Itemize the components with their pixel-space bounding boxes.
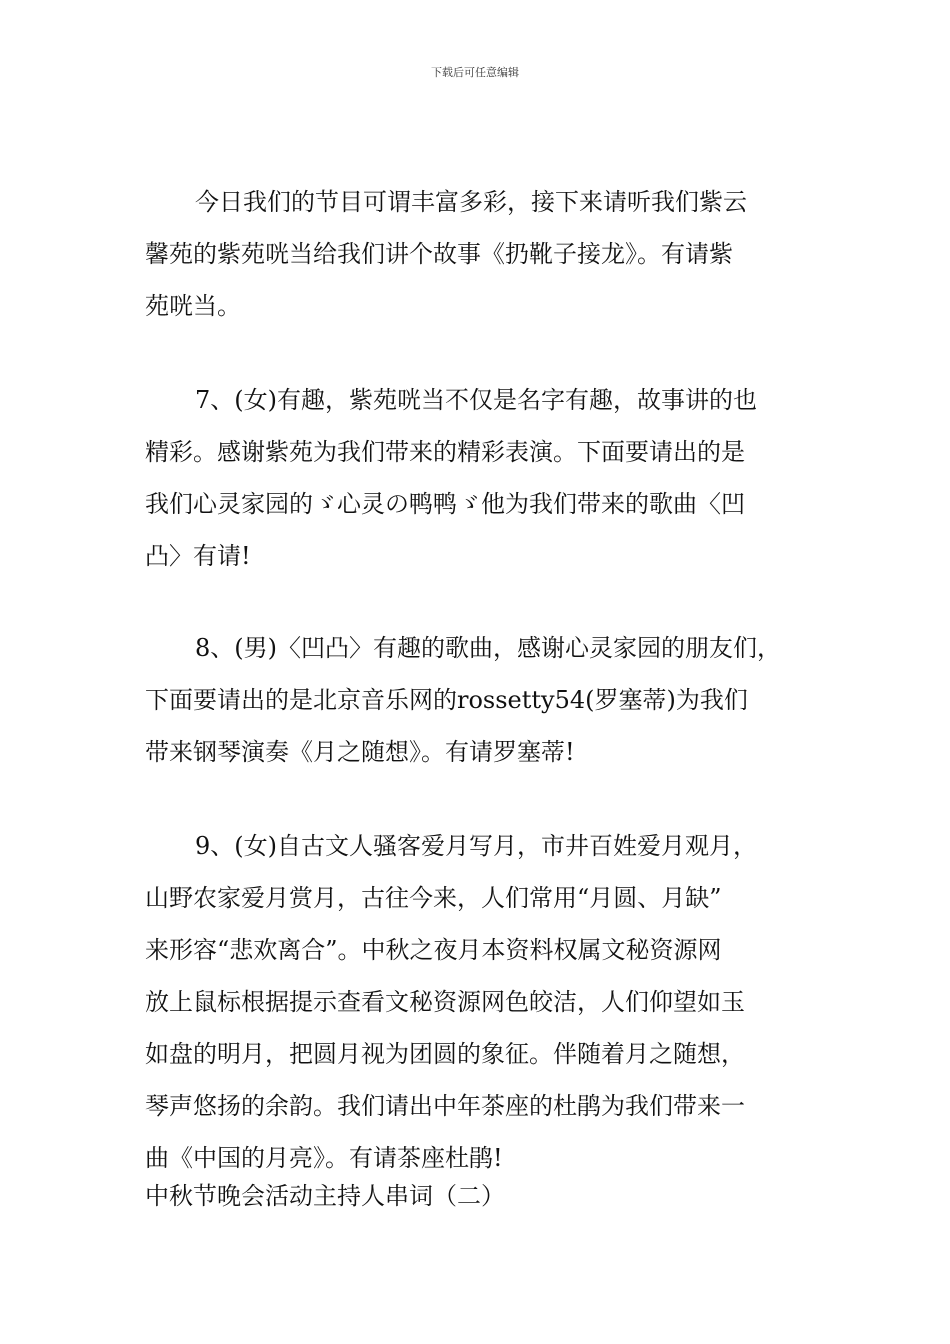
paragraph-line: 曲《中国的月亮》。有请茶座杜鹃! [145, 1144, 503, 1172]
page-header: 下载后可任意编辑 [431, 66, 519, 79]
paragraph-item-9 [145, 820, 815, 1184]
paragraph-line: 9、(女)自古文人骚客爱月写月，市井百姓爱月观月， [195, 832, 757, 860]
paragraph-program-intro [145, 176, 815, 332]
paragraph-line: 7、(女)有趣，紫苑咣当不仅是名字有趣，故事讲的也 [195, 386, 757, 414]
paragraph-line: 今日我们的节目可谓丰富多彩，接下来请听我们紫云 [195, 188, 747, 216]
paragraph-line: 苑咣当。 [145, 292, 241, 320]
paragraph-line: 精彩。感谢紫苑为我们带来的精彩表演。下面要请出的是 [145, 438, 745, 466]
paragraph-line: 馨苑的紫苑咣当给我们讲个故事《扔靴子接龙》。有请紫 [145, 240, 733, 268]
section-heading: 中秋节晚会活动主持人串词（二） [145, 1182, 505, 1210]
paragraph-line: 如盘的明月，把圆月视为团圆的象征。伴随着月之随想， [145, 1040, 745, 1068]
paragraph-item-7 [145, 374, 815, 582]
paragraph-line: 琴声悠扬的余韵。我们请出中年茶座的杜鹃为我们带来一 [145, 1092, 745, 1120]
paragraph-line: 凸〉有请! [145, 542, 251, 570]
paragraph-line: 我们心灵家园的ゞ心灵の鸭鸭ゞ他为我们带来的歌曲〈凹 [145, 490, 745, 518]
paragraph-line: 下面要请出的是北京音乐网的rossetty54(罗塞蒂)为我们 [145, 686, 748, 714]
paragraph-line: 山野农家爱月赏月，古往今来，人们常用“月圆、月缺” [145, 884, 722, 912]
paragraph-item-8 [145, 622, 815, 778]
paragraph-line: 8、(男)〈凹凸〉有趣的歌曲，感谢心灵家园的朋友们， [195, 634, 781, 662]
paragraph-line: 来形容“悲欢离合”。中秋之夜月本资料权属文秘资源网 [145, 936, 722, 964]
paragraph-line: 带来钢琴演奏《月之随想》。有请罗塞蒂! [145, 738, 575, 766]
paragraph-line: 放上鼠标根据提示查看文秘资源网色皎洁，人们仰望如玉 [145, 988, 745, 1016]
